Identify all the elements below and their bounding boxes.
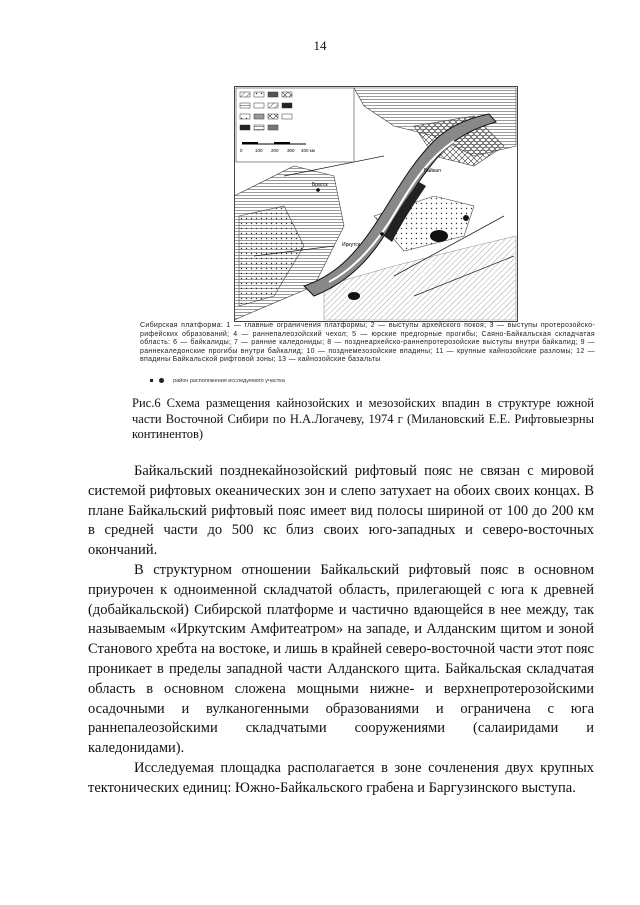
tectonic-map	[234, 86, 518, 322]
legend-note: район расположения исследуемого участка	[173, 378, 285, 384]
scale-tick-4: 400 км	[301, 148, 315, 153]
scale-tick-2: 200	[271, 148, 279, 153]
legend-note-row	[150, 378, 285, 384]
scale-tick-3: 300	[287, 148, 295, 153]
tectonic-map-figure	[234, 86, 518, 322]
dot-marker-icon	[159, 378, 164, 383]
square-marker-icon	[150, 379, 153, 382]
paragraph: Байкальский позднекайнозойский рифтовый пояс не связан с мировой системой рифтовых океанических зон и слепо затухает на обоих своих концах. В плане Байкальский рифтовый пояс имеет вид полосы шириной от 100 до 200 км в средней части до 500 кс близ своих юго-западных и северо-восточных окончаний.	[88, 463, 594, 559]
map-label-bratsk: Братск	[312, 182, 328, 188]
body-text	[88, 462, 594, 799]
paragraph: Исследуемая площадка располагается в зоне сочленения двух крупных тектонических единиц: Южно-Байкальского грабена и Баргузинского выступа.	[88, 759, 594, 796]
scale-tick-0: 0	[240, 148, 243, 153]
legend-text: Сибирская платформа: 1 — главные ограничения платформы; 2 — выступы архейского покоя; 3 — выступы протерозойско-рифейских образований; 4 — раннепалеозойский чехол; 5 — юрские предгорные прогибы; Саяно-Байкальская складчатая область: 6 — байкалиды; 7 — ранние каледониды; 8 — позднеархейско-раннепротерозойские выступы внутри байкалид; 9 — раннекаледонские прогибы внутри байкалид; 10 — позднемезозойские впадины; 11 — крупные кайнозойские разломы; 12 — впадины Байкальской рифтовой зоны; 13 — кайнозойские базальты	[140, 322, 595, 364]
map-legend	[140, 322, 595, 365]
page-number: 14	[313, 38, 327, 53]
map-label-irkutsk: Иркутск	[342, 242, 361, 248]
figure-caption: Рис.6 Схема размещения кайнозойских и мезозойских впадин в структуре южной части Восточной Сибири по Н.А.Логачеву, 1974 г (Милановский Е.Е. Рифтовыезрны континентов)	[132, 396, 594, 441]
map-label-baikal: Байкал	[424, 168, 441, 174]
paragraph: В структурном отношении Байкальский рифтовый пояс в основном приурочен к одноименной складчатой область, прилегающей с юга к древней (добайкальской) Сибирской платформе и частично вдающейся в нее между, так называемым «Иркутским Амфитеатром» на западе, и Алданским щитом и зоной Станового хребта на востоке, и лишь в крайней северо-восточной части этот пояс проникает в пределы западной части Алданского щита. Байкальская складчатая область в основном сложена мощными нижне- и верхнепротерозойскими осадочными и вулканогенными образованиями и ограничена с юга раннепалеозойскими складчатыми сооружениями (салаиридами и каледонидами).	[88, 561, 594, 757]
scale-tick-1: 100	[255, 148, 263, 153]
